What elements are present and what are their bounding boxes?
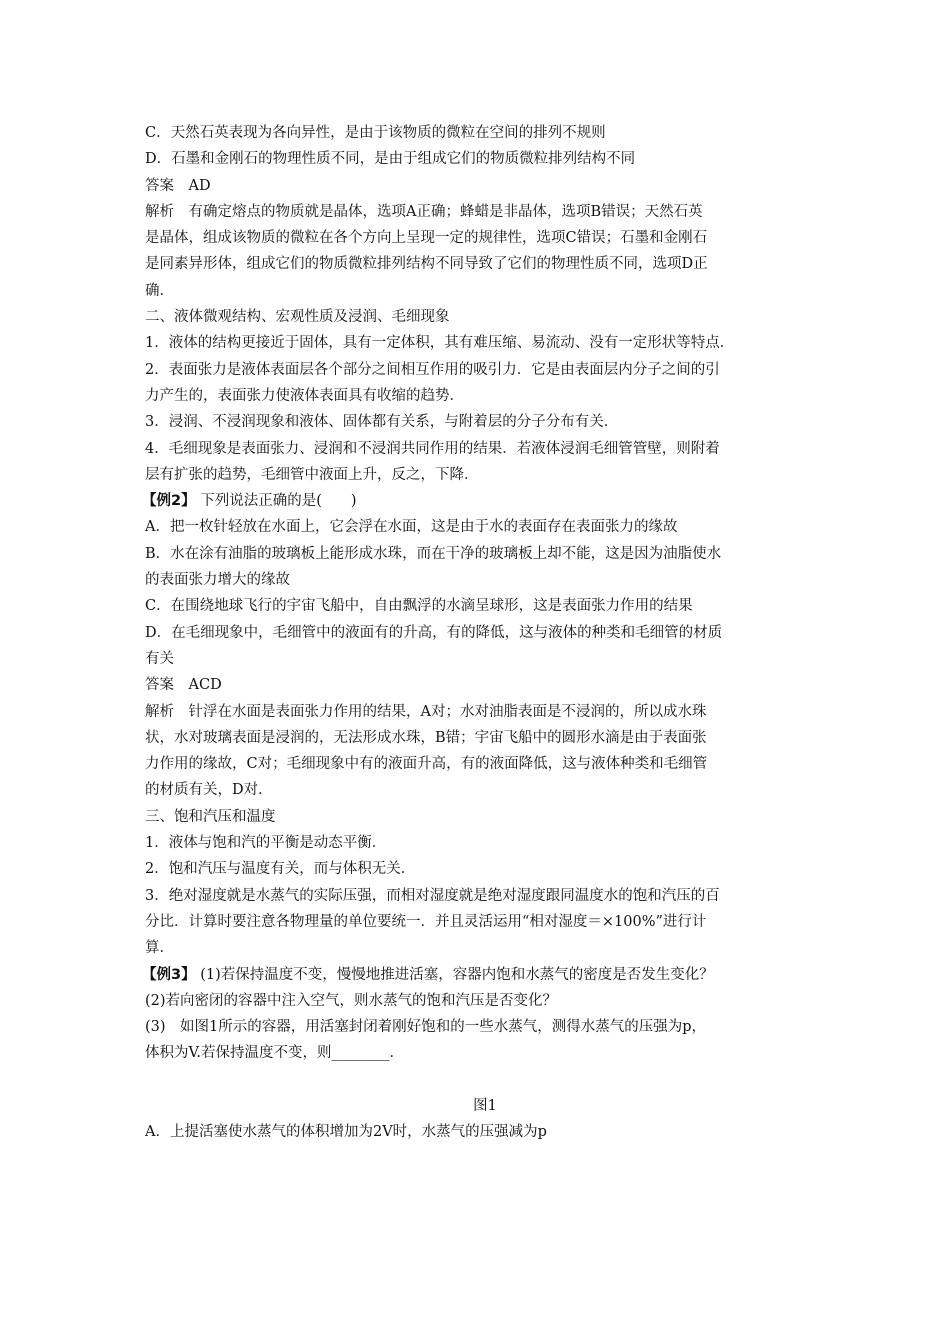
point: 2．饱和汽压与温度有关，而与体积无关． [145,861,416,878]
option: C．在围绕地球飞行的宇宙飞船中，自由飘浮的水滴呈球形，这是表面张力作用的结果 [145,598,693,615]
analysis-line: 是晶体，组成该物质的微粒在各个方向上呈现一定的规律性，选项C错误；石墨和金刚石 [145,230,708,247]
point: 3．绝对湿度就是水蒸气的实际压强，而相对湿度就是绝对湿度跟同温度水的饱和汽压的百 [145,887,720,904]
option-c: C．天然石英表现为各向异性，是由于该物质的微粒在空间的排列不规则 [145,125,606,141]
analysis-line: 状，水对玻璃表面是浸润的，无法形成水珠，B错；宇宙飞船中的圆形水滴是由于表面张 [145,729,707,746]
option: A．上提活塞使水蒸气的体积增加为2V时，水蒸气的压强减为p [145,1123,547,1140]
analysis-line: 解析 针浮在水面是表面张力作用的结果，A对；水对油脂表面是不浸润的，所以成水珠 [145,703,707,720]
point: 3．浸润、不浸润现象和液体、固体都有关系，与附着层的分子分布有关． [145,414,619,431]
point: 算． [145,940,174,957]
point: 层有扩张的趋势，毛细管中液面上升，反之，下降． [145,466,479,483]
example-tag: 【例3】 [142,966,196,983]
analysis-line: 的材质有关，D对． [145,782,273,799]
example-2 [142,488,825,514]
option: 有关 [145,650,174,667]
example-question: (1)若保持温度不变，慢慢地推进活塞，容器内饱和水蒸气的密度是否发生变化？ [200,966,714,983]
section-heading: 二、液体微观结构、宏观性质及浸润、毛细现象 [145,309,450,326]
example-3 [142,962,825,988]
example-question: (2)若向密闭的容器中注入空气，则水蒸气的饱和汽压是否变化？ [145,992,558,1009]
option: A．把一枚针轻放在水面上，它会浮在水面，这是由于水的表面存在表面张力的缘故 [145,519,678,536]
option: 的表面张力增大的缘故 [145,572,290,589]
point: 2．表面张力是液体表面层各个部分之间相互作用的吸引力．它是由表面层内分子之间的引 [145,361,720,378]
point: 力产生的，表面张力使液体表面具有收缩的趋势． [145,387,464,404]
figure-space [145,1067,825,1093]
example-question: 下列说法正确的是( ) [200,493,357,510]
point: 1．液体与饱和汽的平衡是动态平衡． [145,835,387,852]
answer: 答案 AD [145,177,211,194]
analysis-line: 是同素异形体，组成它们的物质微粒排列结构不同导致了它们的物理性质不同，选项D正 [145,256,708,273]
option: B．水在涂有油脂的玻璃板上能形成水珠，而在干净的玻璃板上却不能，这是因为油脂使水 [145,545,722,562]
point: 4．毛细现象是表面张力、浸润和不浸润共同作用的结果．若液体浸润毛细管管壁，则附着 [145,440,720,457]
analysis-line: 力作用的缘故，C对；毛细现象中有的液面升高，有的液面降低，这与液体种类和毛细管 [145,756,708,773]
analysis-line: 解析 有确定熔点的物质就是晶体，选项A正确；蜂蜡是非晶体，选项B错误；天然石英 [145,203,703,220]
option-d: D．石墨和金刚石的物理性质不同，是由于组成它们的物质微粒排列结构不同 [145,151,636,168]
section-heading: 三、饱和汽压和温度 [145,808,276,825]
analysis-line: 确． [145,282,174,299]
point: 分比．计算时要注意各物理量的单位要统一．并且灵活运用“相对湿度＝×100%”进行计 [145,913,707,930]
example-question: (3) 如图1所示的容器，用活塞封闭着刚好饱和的一些水蒸气，测得水蒸气的压强为p， [145,1019,707,1036]
document-page [142,120,825,1145]
example-tag: 【例2】 [142,493,196,510]
example-question: 体积为V.若保持温度不变，则________． [145,1045,405,1062]
answer: 答案 ACD [145,677,222,694]
option: D．在毛细现象中，毛细管中的液面有的升高，有的降低，这与液体的种类和毛细管的材质 [145,624,723,641]
figure-caption: 图1 [473,1097,497,1114]
point: 1．液体的结构更接近于固体，具有一定体积，其有难压缩、易流动、没有一定形状等特点． [145,335,735,352]
